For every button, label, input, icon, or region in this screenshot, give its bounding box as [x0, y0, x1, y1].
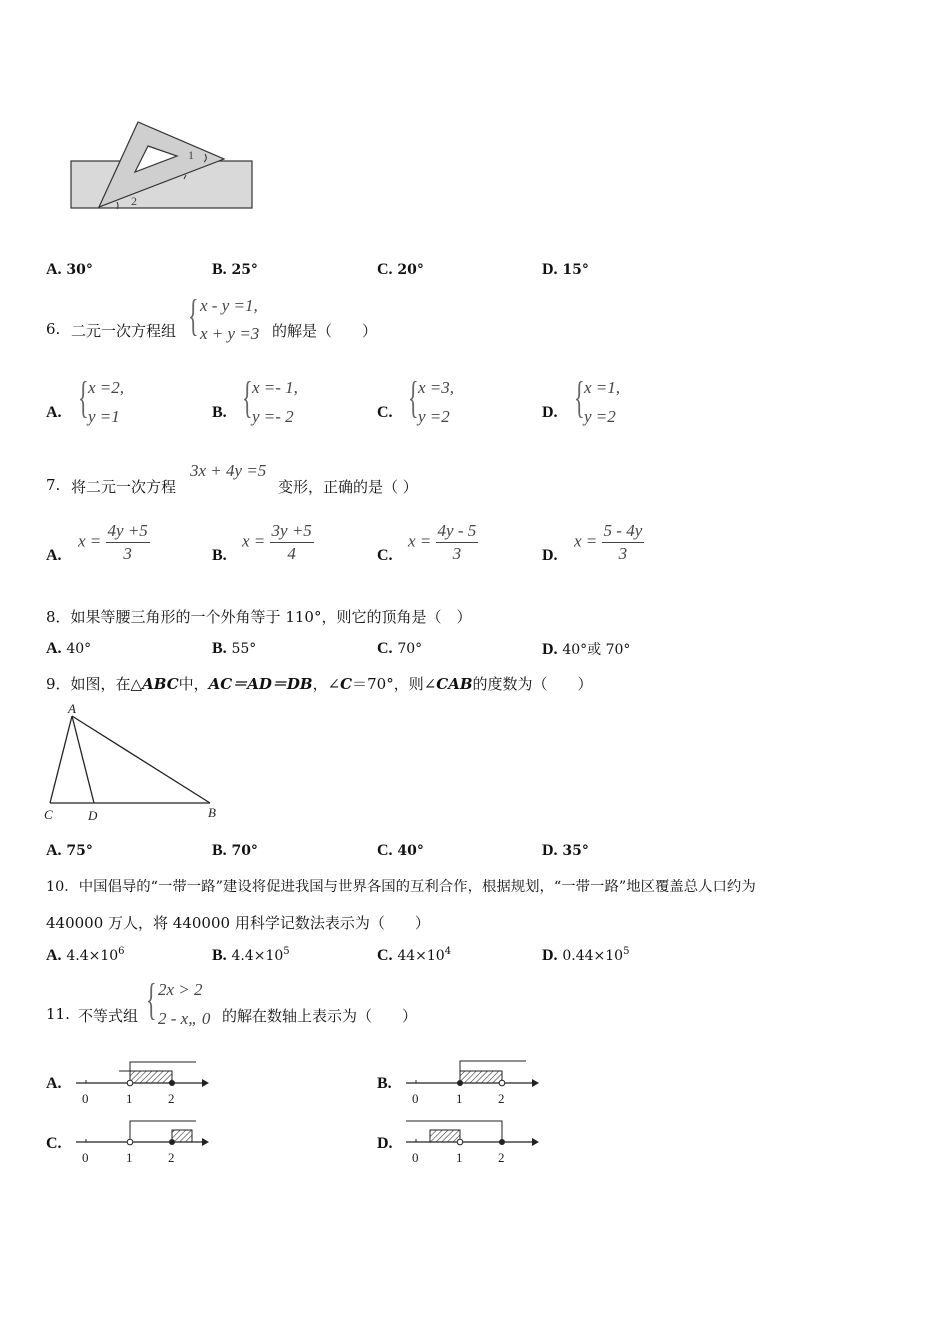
q6-option-c-line1: x =3,	[418, 378, 455, 397]
q6-brace: {	[188, 291, 199, 340]
q11-option-b-letter: B.	[377, 1075, 392, 1092]
q6-option-a-letter: A.	[46, 404, 62, 421]
q7-option-a-num: 4y +5	[106, 520, 150, 543]
q6-option-d-letter: D.	[542, 404, 558, 421]
q5-option-b-value: 25°	[231, 262, 258, 278]
endpoint-1-open	[127, 1139, 133, 1145]
q10-option-a-exp: 6	[118, 946, 125, 957]
endpoint-1-open	[127, 1080, 133, 1086]
vertex-c: C	[44, 807, 53, 822]
q9-option-b-value: 70°	[231, 843, 258, 859]
q11-option-d-letter: D.	[377, 1135, 393, 1152]
q9-option-c-value: 40°	[397, 843, 424, 859]
q10-option-d-exp: 5	[623, 946, 630, 957]
q10-option-c-letter: C.	[377, 947, 393, 964]
q11-ineq1: 2x > 2	[158, 980, 203, 999]
q6-eq2: x + y =3	[200, 324, 260, 343]
q8-option-b-value: 55°	[231, 641, 257, 657]
q11-option-a-letter: A.	[46, 1075, 62, 1092]
segment-ab	[72, 716, 210, 803]
q7-option-d-letter: D.	[542, 547, 558, 564]
tick-label-0: 0	[82, 1091, 89, 1106]
q10-line1: 10．中国倡导的“一带一路”建设将促进我国与世界各国的互利合作，根据规划，“一带一路”地区覆盖总人口约为	[46, 879, 756, 895]
tick-label-2: 2	[168, 1150, 175, 1165]
vertex-d: D	[88, 808, 98, 823]
q5-option-c-letter: C.	[377, 261, 393, 278]
q8-option-b-letter: B.	[212, 640, 227, 657]
tick-label-2: 2	[498, 1150, 505, 1165]
q9-option-c-letter: C.	[377, 842, 393, 859]
q10-option-a-letter: A.	[46, 947, 62, 964]
tick-label-1: 1	[456, 1091, 463, 1106]
q8-option-c-value: 70°	[397, 641, 423, 657]
q8-option-a-letter: A.	[46, 640, 62, 657]
q9-option-b-letter: B.	[212, 842, 227, 859]
q9-question: 9．如图，在△ABC中，AC＝AD＝DB，∠C＝70°，则∠CAB的度数为（ ）	[46, 675, 593, 693]
endpoint-1-open	[457, 1139, 463, 1145]
q6-option-a-line2: y =1	[88, 407, 120, 426]
q8-option-d-letter: D.	[542, 641, 558, 658]
q7-option-a-expr	[78, 520, 150, 565]
q6-eq1: x - y =1,	[200, 296, 258, 315]
endpoint-2-solid	[169, 1080, 175, 1086]
tick-label-0: 0	[412, 1091, 419, 1106]
q8-option-d-value: 40°或 70°	[562, 642, 631, 658]
triangle-figure	[40, 700, 230, 825]
q9-option-a-letter: A.	[46, 842, 62, 859]
q7-equation: 3x + 4y =5	[190, 461, 267, 480]
number-line-b	[404, 1058, 544, 1110]
q6-option-d-line2: y =2	[584, 407, 616, 426]
q6-prefix: 二元一次方程组	[71, 322, 177, 340]
angle-label-1: 1	[188, 148, 194, 162]
q6-option-d-line1: x =1,	[584, 378, 621, 397]
q6-option-b-line2: y =- 2	[252, 407, 294, 426]
q6-suffix: 的解是（ ）	[272, 322, 378, 340]
shaded-region	[172, 1130, 192, 1142]
endpoint-2-solid	[499, 1139, 505, 1145]
q9-option-d-value: 35°	[562, 843, 589, 859]
vertex-a: A	[68, 701, 76, 716]
q6-option-a-line1: x =2,	[88, 378, 125, 397]
tick-label-1: 1	[456, 1150, 463, 1165]
q11-prefix: 不等式组	[78, 1007, 139, 1025]
q5-option-d-value: 15°	[562, 262, 589, 278]
q10-option-d-base: 0.44×10	[562, 948, 624, 964]
q9-option-a-value: 75°	[66, 843, 93, 859]
q8-option-c-letter: C.	[377, 640, 393, 657]
number-line-c	[74, 1117, 214, 1169]
q6-option-c-brace: {	[408, 373, 419, 422]
q10-option-c-exp: 4	[444, 946, 452, 957]
q10-option-b-letter: B.	[212, 947, 227, 964]
q7-suffix: 变形，正确的是（ ）	[278, 478, 418, 496]
q7-option-b-expr	[242, 520, 314, 565]
q11-ineq2: 2 - x„ 0	[158, 1009, 211, 1028]
q7-option-a-lhs: x =	[78, 531, 102, 551]
number-line-d	[404, 1117, 544, 1169]
vertex-b: B	[208, 805, 216, 820]
q7-option-c-expr	[408, 520, 478, 565]
q10-line2: 440000 万人，将 440000 用科学记数法表示为（ ）	[46, 914, 430, 932]
q7-option-d-num: 5 - 4y	[602, 520, 645, 543]
q6-number: 6.	[46, 320, 61, 338]
q7-option-b-letter: B.	[212, 547, 227, 564]
q10-option-b-base: 4.4×10	[231, 948, 284, 964]
endpoint-1-solid	[457, 1080, 463, 1086]
number-line-a	[74, 1058, 214, 1110]
segment-ac	[50, 716, 72, 803]
q6-option-a-brace: {	[78, 373, 89, 422]
q7-prefix: 将二元一次方程	[71, 478, 177, 496]
tick-label-1: 1	[126, 1150, 133, 1165]
q7-option-a-den: 3	[123, 544, 132, 563]
q10-option-d-letter: D.	[542, 947, 558, 964]
q11-option-c-letter: C.	[46, 1135, 62, 1152]
q7-option-b-lhs: x =	[242, 531, 266, 551]
tick-label-1: 1	[126, 1091, 133, 1106]
set-square-figure	[68, 118, 258, 214]
q7-option-a-letter: A.	[46, 547, 62, 564]
q11-suffix: 的解在数轴上表示为（ ）	[222, 1007, 418, 1025]
q6-option-b-brace: {	[242, 373, 253, 422]
angle-label-2: 2	[131, 194, 137, 208]
q5-option-a-value: 30°	[66, 262, 93, 278]
q7-option-c-den: 3	[452, 544, 462, 563]
q10-option-c-base: 44×10	[397, 948, 445, 964]
q7-option-b-num: 3y +5	[270, 520, 314, 543]
q10-option-a-base: 4.4×10	[66, 948, 119, 964]
q10-option-b-exp: 5	[283, 946, 290, 957]
q7-option-d-expr	[574, 520, 644, 565]
q7-option-c-letter: C.	[377, 547, 393, 564]
tick-label-0: 0	[412, 1150, 419, 1165]
shaded-region	[130, 1071, 172, 1083]
q5-option-a-letter: A.	[46, 261, 62, 278]
q8-option-a-value: 40°	[66, 641, 92, 657]
q7-option-c-lhs: x =	[408, 531, 432, 551]
q7-option-d-den: 3	[618, 544, 628, 563]
tick-label-2: 2	[498, 1091, 505, 1106]
q6-option-c-line2: y =2	[418, 407, 450, 426]
q11-brace: {	[146, 975, 157, 1024]
tick-label-2: 2	[168, 1091, 175, 1106]
q7-number: 7.	[46, 476, 61, 494]
q5-option-d-letter: D.	[542, 261, 558, 278]
q9-option-d-letter: D.	[542, 842, 558, 859]
tick-label-0: 0	[82, 1150, 89, 1165]
shaded-region	[430, 1130, 460, 1142]
endpoint-2-open	[499, 1080, 505, 1086]
q8-text: 8．如果等腰三角形的一个外角等于 110°，则它的顶角是（ ）	[46, 608, 472, 626]
q7-option-b-den: 4	[287, 544, 296, 563]
q5-option-b-letter: B.	[212, 261, 227, 278]
q11-number: 11.	[46, 1005, 70, 1023]
q7-option-c-num: 4y - 5	[436, 520, 479, 543]
shaded-region	[460, 1071, 502, 1083]
q6-option-b-letter: B.	[212, 404, 227, 421]
segment-ad	[72, 716, 94, 803]
q6-option-b-line1: x =- 1,	[252, 378, 298, 397]
endpoint-2-solid	[169, 1139, 175, 1145]
q7-option-d-lhs: x =	[574, 531, 598, 551]
q6-option-d-brace: {	[574, 373, 585, 422]
q6-option-c-letter: C.	[377, 404, 393, 421]
q5-option-c-value: 20°	[397, 262, 424, 278]
